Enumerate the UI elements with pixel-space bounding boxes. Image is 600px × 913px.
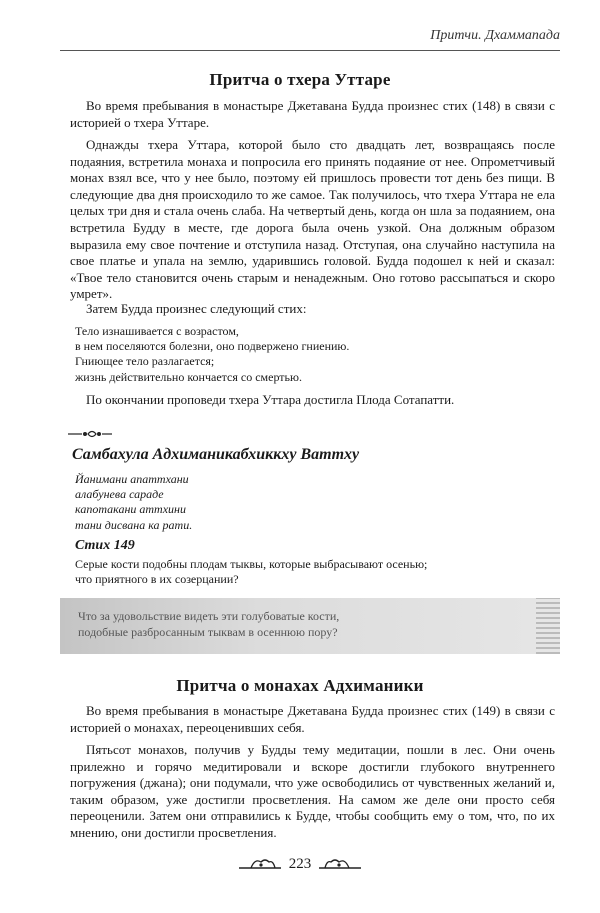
- verse-block: [75, 324, 545, 385]
- alt-translation-band: [60, 598, 560, 654]
- alt-translation-line: подобные разбросанным тыквам в осеннюю пору?: [78, 625, 338, 639]
- verse-line: жизнь действительно кончается со смертью.: [75, 369, 302, 384]
- translation-line: что приятного в их созерцании?: [75, 572, 239, 587]
- page-footer: [0, 855, 600, 879]
- section-title-adhimanika: Притча о монахах Адхиманики: [176, 676, 424, 695]
- alt-translation-line: Что за удовольствие видеть эти голубоватые кости,: [78, 609, 340, 623]
- pali-title: Самбахула Адхиманикабхиккху Ваттху: [72, 446, 360, 463]
- verse-line: Тело изнашивается с возрастом,: [75, 324, 239, 338]
- pali-line: тани дисвана ка рати.: [75, 517, 193, 532]
- stanza-translation: [75, 557, 545, 587]
- paragraph: Пятьсот монахов, получив у Будды тему медитации, пошли в лес. Они очень прилежно и горячо медитировали и вскоре достигли глубокого внутреннего погружения (джана); они подумали, что уже освободились от чувственных желаний и, таким образом, уже достигли просветления. На самом же деле они просто себя переоценили. Затем они отправились к Будде, чтобы сообщить ему о том, что, по их мнению, они достигли просветления.: [70, 742, 555, 840]
- running-head: Притчи. Дхаммапада: [60, 22, 560, 51]
- footer-ornament-right-icon: [319, 856, 361, 872]
- footer-ornament-left-icon: [239, 856, 281, 872]
- pali-line: капотакани аттхини: [75, 502, 187, 517]
- band-edge-decoration: [536, 598, 560, 654]
- pali-line: Йанимани апаттхани: [75, 472, 189, 486]
- verse-line: в нем поселяются болезни, оно подвержено гниению.: [75, 339, 350, 354]
- paragraph: Во время пребывания в монастыре Джетавана Будда произнес стих (148) в связи с историей о тхера Уттаре.: [70, 98, 555, 130]
- translation-line: Серые кости подобны плодам тыквы, которые выбрасывают осенью;: [75, 557, 428, 571]
- stanza-title: Стих 149: [75, 538, 135, 553]
- divider-ornament-icon: [68, 428, 112, 440]
- pali-line: алабуневa сараде: [75, 487, 164, 502]
- paragraph: Во время пребывания в монастыре Джетавана Будда произнес стих (149) в связи с историей о монахах, переоценивших себя.: [70, 703, 555, 735]
- paragraph: Затем Будда произнес следующий стих:: [86, 301, 307, 316]
- paragraph: По окончании проповеди тхера Уттара достигла Плода Сотапатти.: [86, 392, 455, 407]
- alt-translation: [78, 608, 518, 640]
- pali-verse: [75, 472, 545, 533]
- verse-line: Гниющее тело разлагается;: [75, 354, 215, 369]
- page-number: 223: [288, 855, 312, 872]
- section-title-uttara: Притча о тхера Уттаре: [209, 70, 391, 89]
- paragraph: Однажды тхера Уттара, которой было сто двадцать лет, возвращаясь после подаяния, встретила монаха и попросила его принять подаяние от нее. Опрометчивый монах взял все, что у нее было, поэтому ей пришлось провести тот день без пищи. В следующие два дня происходило то же самое. Так получилось, что тхера Уттара не ела целых три дня и стала очень слаба. На четвертый день, когда он шла за подаянием, она встретила Будду в месте, где дорога была очень узкой. Она должным образом выразила ему свое почтение и отступила назад. Отступая, она случайно наступила на свое платье и упала на землю, ударившись головой. Будда подошел к ней и сказал: «Твое тело становится очень старым и ненадежным. Оно готово рассыпаться и скоро умрет».: [70, 137, 555, 302]
